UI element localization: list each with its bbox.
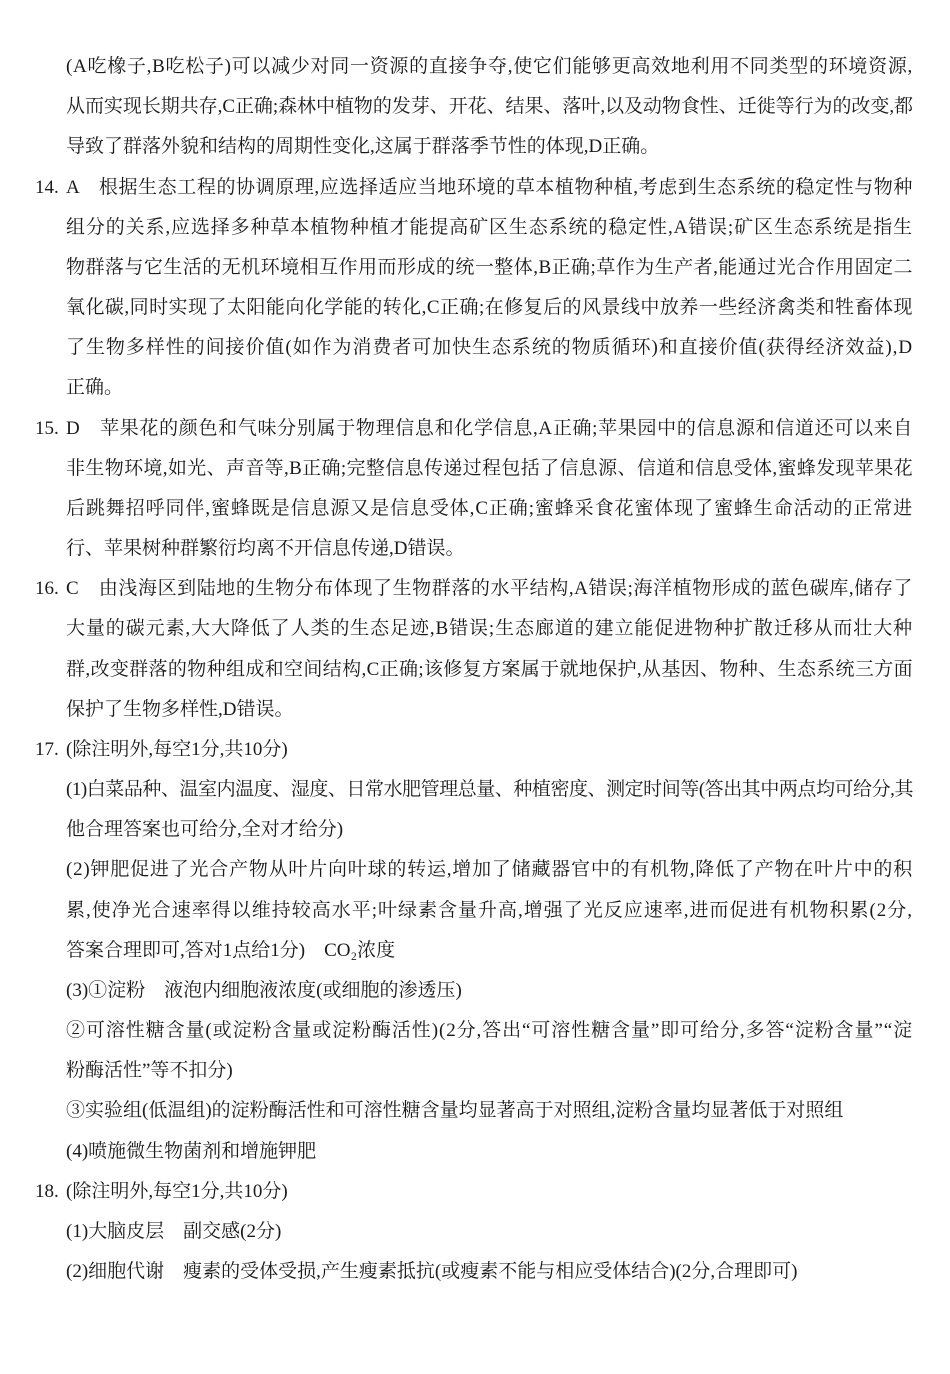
- question-number: 18.: [35, 1180, 59, 1202]
- line-text: A 根据生态工程的协调原理,应选择适应当地环境的草本植物种植,考虑到生态系统的稳定性与物种: [66, 176, 913, 198]
- line-text: 导致了群落外貌和结构的周期性变化,这属于群落季节性的体现,D正确。: [66, 136, 660, 158]
- line-text: 正确。: [66, 377, 124, 399]
- text-line: [66, 288, 913, 328]
- line-text: D 苹果花的颜色和气味分别属于物理信息和化学信息,A正确;苹果园中的信息源和信道还可以来自: [66, 417, 913, 439]
- question-answer-line: [35, 409, 913, 449]
- line-text: 后跳舞招呼同伴,蜜蜂既是信息源又是信息受体,C正确;蜜蜂采食花蜜体现了蜜蜂生命活动的正常进: [66, 497, 913, 519]
- text-line: [66, 248, 913, 288]
- text-line: [66, 1252, 913, 1292]
- text-line: [66, 1212, 913, 1252]
- text-line: [66, 931, 913, 971]
- text-line: [66, 770, 913, 810]
- question-number: 15.: [35, 417, 59, 439]
- line-text: 了生物多样性的间接价值(如作为消费者可加快生态系统的物质循环)和直接价值(获得经济效益),D: [66, 337, 913, 359]
- line-text: (2)细胞代谢 瘦素的受体受损,产生瘦素抵抗(或瘦素不能与相应受体结合)(2分,合理即可): [66, 1261, 798, 1283]
- line-text: ②可溶性糖含量(或淀粉含量或淀粉酶活性)(2分,答出“可溶性糖含量”即可给分,多答“淀粉含量”“淀: [66, 1020, 913, 1042]
- text-line: [66, 690, 913, 730]
- text-line: [66, 850, 913, 890]
- line-text: 他合理答案也可给分,全对才给分): [66, 819, 344, 841]
- line-text: (除注明外,每空1分,共10分): [66, 738, 288, 760]
- line-text: (2)钾肥促进了光合产物从叶片向叶球的转运,增加了储藏器官中的有机物,降低了产物在叶片中的积: [66, 859, 913, 881]
- line-text: 非生物环境,如光、声音等,B正确;完整信息传递过程包括了信息源、信道和信息受体,蜜蜂发现苹果花: [66, 457, 913, 479]
- question-number: 16.: [35, 578, 59, 600]
- question-answer-line: [35, 1172, 913, 1212]
- text-line: [66, 891, 913, 931]
- line-text: 从而实现长期共存,C正确;森林中植物的发芽、开花、结果、落叶,以及动物食性、迁徙等行为的改变,都: [66, 96, 913, 118]
- question-answer-line: [35, 730, 913, 770]
- line-text: 大量的碳元素,大大降低了人类的生态足迹,B错误;生态廊道的建立能促进物种扩散迁移从而壮大种: [66, 618, 913, 640]
- line-text: 保护了生物多样性,D错误。: [66, 698, 294, 720]
- question-number: 14.: [35, 176, 59, 198]
- line-text: 群,改变群落的物种组成和空间结构,C正确;该修复方案属于就地保护,从基因、物种、生态系统三方面: [66, 658, 913, 680]
- text-line: [66, 328, 913, 368]
- question-answer-line: [35, 168, 913, 208]
- text-line: [66, 1132, 913, 1172]
- text-line: [66, 529, 913, 569]
- question-number: 17.: [35, 738, 59, 760]
- text-line: [66, 1051, 913, 1091]
- text-line: [66, 1011, 913, 1051]
- text-line: [66, 127, 913, 167]
- text-line: [66, 368, 913, 408]
- text-line: [66, 489, 913, 529]
- text-line: [66, 609, 913, 649]
- line-text: 组分的关系,应选择多种草本植物种植才能提高矿区生态系统的稳定性,A错误;矿区生态系统是指生: [66, 216, 913, 238]
- line-text: 粉酶活性”等不扣分): [66, 1060, 233, 1082]
- text-line: [66, 47, 913, 87]
- line-text: (1)白菜品种、温室内温度、湿度、日常水肥管理总量、种植密度、测定时间等(答出其中两点均可给分,其: [66, 779, 913, 801]
- line-text: (A吃橡子,B吃松子)可以减少对同一资源的直接争夺,使它们能够更高效地利用不同类型的环境资源,: [66, 56, 913, 77]
- text-line: [66, 971, 913, 1011]
- line-text: 行、苹果树种群繁衍均离不开信息传递,D错误。: [66, 538, 465, 560]
- line-text: 物群落与它生活的无机环境相互作用而形成的统一整体,B正确;草作为生产者,能通过光合作用固定二: [66, 256, 913, 278]
- line-text: (1)大脑皮层 副交感(2分): [66, 1220, 282, 1242]
- line-text: 氧化碳,同时实现了太阳能向化学能的转化,C正确;在修复后的风景线中放养一些经济禽类和牲畜体现: [66, 297, 913, 319]
- line-text: C 由浅海区到陆地的生物分布体现了生物群落的水平结构,A错误;海洋植物形成的蓝色碳库,储存了: [66, 578, 913, 600]
- text-line: [66, 87, 913, 127]
- line-text: ③实验组(低温组)的淀粉酶活性和可溶性糖含量均显著高于对照组,淀粉含量均显著低于对照组: [66, 1100, 844, 1122]
- line-text: 累,使净光合速率得以维持较高水平;叶绿素含量升高,增强了光反应速率,进而促进有机物积累(2分,: [66, 899, 914, 921]
- text-line: [66, 650, 913, 690]
- line-text: (3)①淀粉 液泡内细胞液浓度(或细胞的渗透压): [66, 979, 462, 1001]
- line-text: (4)喷施微生物菌剂和增施钾肥: [66, 1140, 317, 1162]
- text-line: [66, 810, 913, 850]
- question-answer-line: [35, 569, 913, 609]
- line-text: (除注明外,每空1分,共10分): [66, 1180, 288, 1202]
- line-text: 答案合理即可,答对1点给1分) CO₂浓度: [66, 939, 396, 961]
- text-line: [66, 208, 913, 248]
- text-line: [66, 449, 913, 489]
- text-line: [66, 1091, 913, 1131]
